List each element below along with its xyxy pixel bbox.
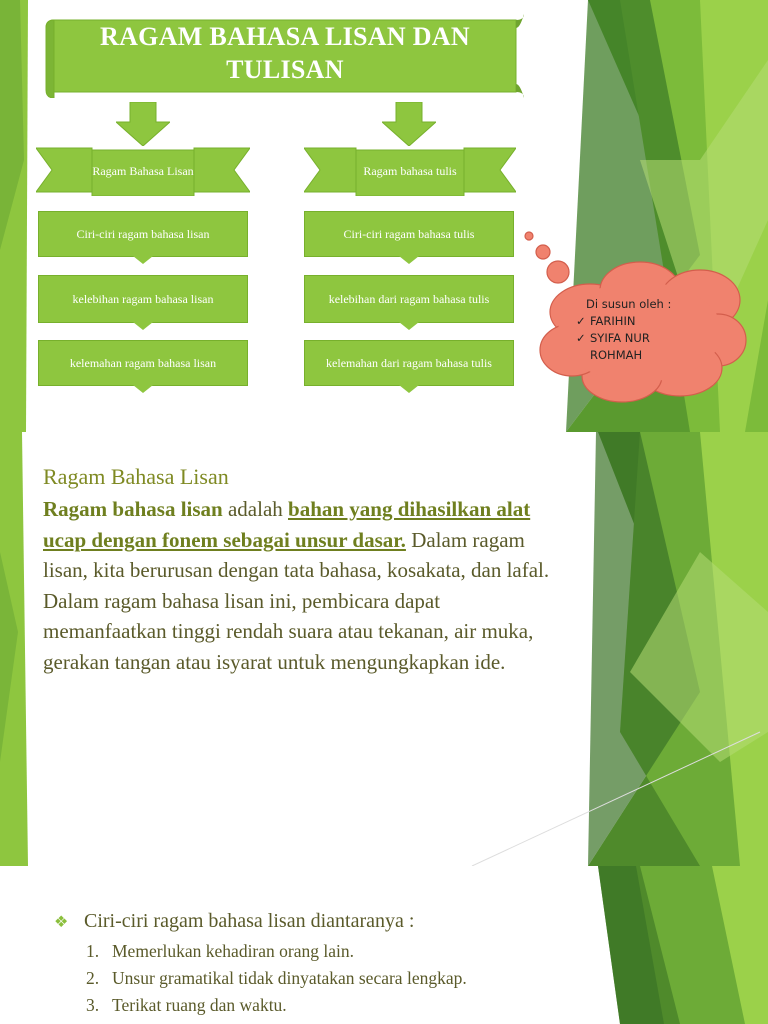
list-item-number: 2. xyxy=(86,968,100,988)
authors-heading: Di susun oleh : xyxy=(586,297,672,311)
check-icon: ✓ xyxy=(576,331,586,345)
ribbon-label-lisan: Ragam Bahasa Lisan xyxy=(92,164,194,178)
author-item xyxy=(576,330,716,364)
author-name: FARIHIN xyxy=(590,314,636,328)
box-label: kelebihan ragam bahasa lisan xyxy=(72,292,214,306)
diamond-bullet-icon: ❖ xyxy=(54,913,69,931)
definition-term: Ragam bahasa lisan xyxy=(43,497,223,521)
list-item-number: 1. xyxy=(86,941,100,961)
list-item xyxy=(86,992,467,1019)
definition-connector: adalah xyxy=(222,497,289,521)
definition-paragraph xyxy=(43,494,553,677)
definition-body: Dalam ragam lisan, kita berurusan dengan tata bahasa, kosakata, dan lafal. Dalam ragam bahasa lisan ini, pembicara dapat memanfaatkan tinggi rendah suara atau tekanan, air muka, gerakan tangan atau isyarat untuk mengungkapkan ide. xyxy=(43,527,550,674)
list-intro-text: Ciri-ciri ragam bahasa lisan diantaranya : xyxy=(84,910,415,932)
box-label: Ciri-ciri ragam bahasa tulis xyxy=(343,227,475,241)
box-label: kelemahan dari ragam bahasa tulis xyxy=(326,356,492,370)
author-item xyxy=(576,313,716,330)
slide-characteristics xyxy=(0,866,768,1024)
box-label: kelemahan ragam bahasa lisan xyxy=(69,356,217,370)
characteristics-list xyxy=(86,938,467,1019)
thought-cloud xyxy=(0,0,768,432)
authors-note xyxy=(576,296,716,364)
list-item xyxy=(86,965,467,992)
section-title: Ragam Bahasa Lisan xyxy=(43,464,229,489)
author-name: SYIFA NUR ROHMAH xyxy=(590,331,650,362)
page-title: RAGAM BAHASA LISAN DAN TULISAN xyxy=(100,22,470,84)
list-intro xyxy=(54,910,414,933)
ribbon-label-tulis: Ragam bahasa tulis xyxy=(363,164,457,178)
slide-overview xyxy=(0,0,768,432)
box-label: kelebihan dari ragam bahasa tulis xyxy=(328,292,490,306)
list-item-text: Memerlukan kehadiran orang lain. xyxy=(112,941,354,961)
box-label: Ciri-ciri ragam bahasa lisan xyxy=(76,227,210,241)
list-item-text: Unsur gramatikal tidak dinyatakan secara lengkap. xyxy=(112,968,467,988)
slide-definition xyxy=(0,432,768,866)
definition-text: bahan yang dihasilkan alat ucap dengan fonem sebagai unsur dasar. xyxy=(43,497,531,552)
list-item-number: 3. xyxy=(86,995,100,1015)
check-icon: ✓ xyxy=(576,314,586,328)
list-item xyxy=(86,938,467,965)
list-item-text: Terikat ruang dan waktu. xyxy=(112,995,287,1015)
